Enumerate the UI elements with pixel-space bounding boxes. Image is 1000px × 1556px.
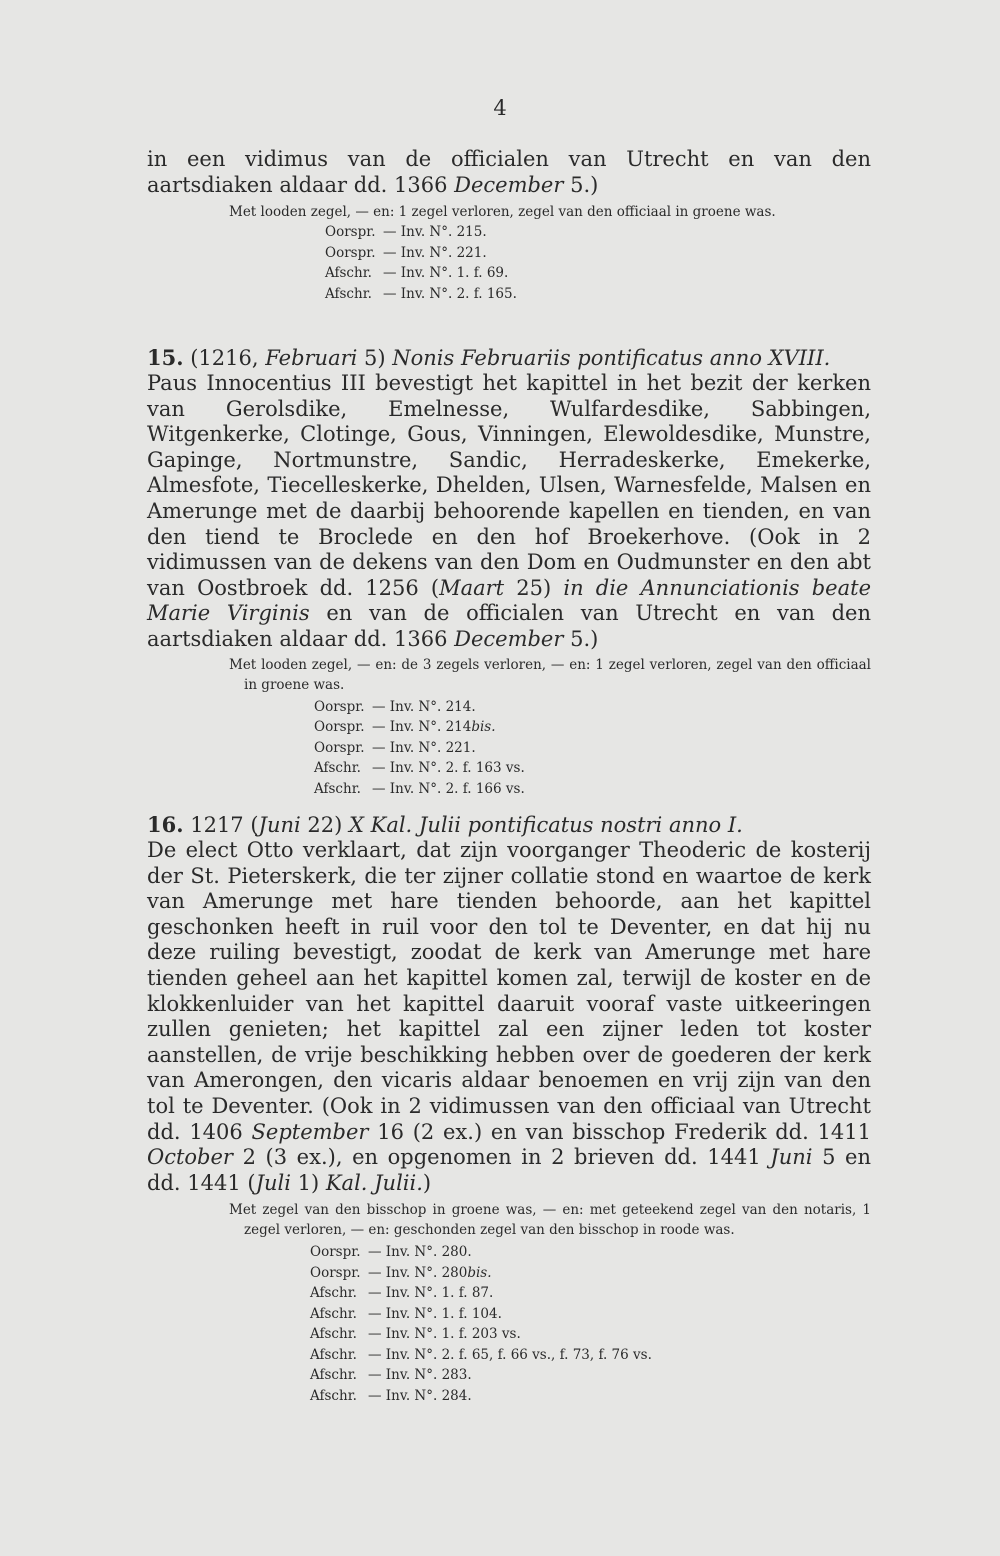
- source-item: Oorspr. — Inv. N°. 215.: [325, 224, 487, 241]
- entry-16-text: De elect Otto verklaart, dat zijn voorganger Theoderic de kosterij der St. Pieterskerk, die ter zijner collatie stond en waartoe de kerk van Amerunge met hare tienden behoorde, aan het kapittel geschonken heeft in ruil voor den tol te Deventer, en dat hij nu deze ruiling bevestigt, zoodat de kerk van Amerunge met hare tienden geheel aan het kapittel komen zal, terwijl de koster en de klokkenluider van het kapittel daaruit vooraf vaste uitkeeringen zullen genieten; het kapittel zal een zijner leden tot koster aanstellen, de vrije beschikking hebben over de goederen der kerk van Amerongen, den vicaris aldaar benoemen en vrij zijn van den tol te Deventer. (Ook in 2 vidimussen van den officiaal van Utrecht dd. 1406 September 16 (2 ex.) en van bisschop Frederik dd. 1411 October 2 (3 ex.), en opgenomen in 2 brieven dd. 1441 Juni 5 en dd. 1441 (Juli 1) Kal. Julii.): [147, 838, 871, 1195]
- entry-number: 15.: [147, 345, 184, 370]
- source-item: Afschr. — Inv. N°. 2. f. 165.: [325, 285, 517, 302]
- entry-15: [147, 345, 871, 799]
- entry-15-seal-note: Met looden zegel, — en: de 3 zegels verloren, — en: 1 zegel verloren, zegel van den officiaal in groene was.: [229, 656, 871, 693]
- source-item: Afschr. — Inv. N°. 284.: [310, 1387, 472, 1404]
- entry-15-source-list: [147, 697, 871, 800]
- source-item: Afschr. — Inv. N°. 283.: [310, 1367, 472, 1384]
- source-item: Afschr. — Inv. N°. 1. f. 87.: [310, 1285, 494, 1302]
- source-item: Oorspr. — Inv. N°. 221.: [325, 244, 487, 261]
- source-item: Afschr. — Inv. N°. 1. f. 203 vs.: [310, 1326, 521, 1343]
- page-number: 4: [493, 96, 507, 120]
- intro-paragraph: in een vidimus van de officialen van Utrecht en van den aartsdiaken aldaar dd. 1366 December 5.): [147, 147, 871, 197]
- intro-block: [147, 147, 871, 304]
- source-item: Oorspr. — Inv. N°. 214.: [314, 698, 476, 715]
- entry-number: 16.: [147, 812, 184, 837]
- intro-seal-note: Met looden zegel, — en: 1 zegel verloren, zegel van den officiaal in groene was.: [229, 204, 776, 221]
- entry-16-source-list: [147, 1242, 871, 1406]
- source-item: Oorspr. — Inv. N°. 214bis.: [314, 719, 496, 736]
- source-item: Afschr. — Inv. N°. 1. f. 69.: [325, 265, 509, 282]
- source-item: Afschr. — Inv. N°. 2. f. 166 vs.: [314, 780, 525, 797]
- source-item: Afschr. — Inv. N°. 2. f. 163 vs.: [314, 760, 525, 777]
- entry-16-heading: 16. 1217 (Juni 22) X Kal. Julii pontificatus nostri anno I.: [147, 812, 743, 837]
- entry-15-heading: 15. (1216, Februari 5) Nonis Februariis pontificatus anno XVIII.: [147, 345, 831, 370]
- source-item: Afschr. — Inv. N°. 2. f. 65, f. 66 vs., f. 73, f. 76 vs.: [310, 1346, 652, 1363]
- source-item: Afschr. — Inv. N°. 1. f. 104.: [310, 1305, 502, 1322]
- source-item: Oorspr. — Inv. N°. 280.: [310, 1244, 472, 1261]
- source-item: Oorspr. — Inv. N°. 221.: [314, 739, 476, 756]
- entry-16-seal-note: Met zegel van den bisschop in groene was, — en: met geteekend zegel van den notaris, 1 zegel verloren, — en: geschonden zegel van den bisschop in roode was.: [229, 1202, 871, 1239]
- intro-source-list: [147, 222, 871, 304]
- source-item: Oorspr. — Inv. N°. 280bis.: [310, 1264, 492, 1281]
- entry-15-text: Paus Innocentius III bevestigt het kapittel in het bezit der kerken van Gerolsdike, Emelnesse, Wulfardesdike, Sabbingen, Witgenkerke, Clotinge, Gous, Vinningen, Elewoldesdike, Munstre, Gapinge, Nortmunstre, Sandic, Herradeskerke, Emekerke, Almesfote, Tiecelleskerke, Dhelden, Ulsen, Warnesfelde, Malsen en Amerunge met de daarbij behoorende kapellen en tienden, en van den tiend te Broclede en den hof Broekerhove. (Ook in 2 vidimussen van de dekens van den Dom en Oudmunster en den abt van Oostbroek dd. 1256 (Maart 25) in die Annunciationis beate Marie Virginis en van de officialen van Utrecht en van den aartsdiaken aldaar dd. 1366 December 5.): [147, 371, 872, 651]
- entry-16: [147, 812, 871, 1406]
